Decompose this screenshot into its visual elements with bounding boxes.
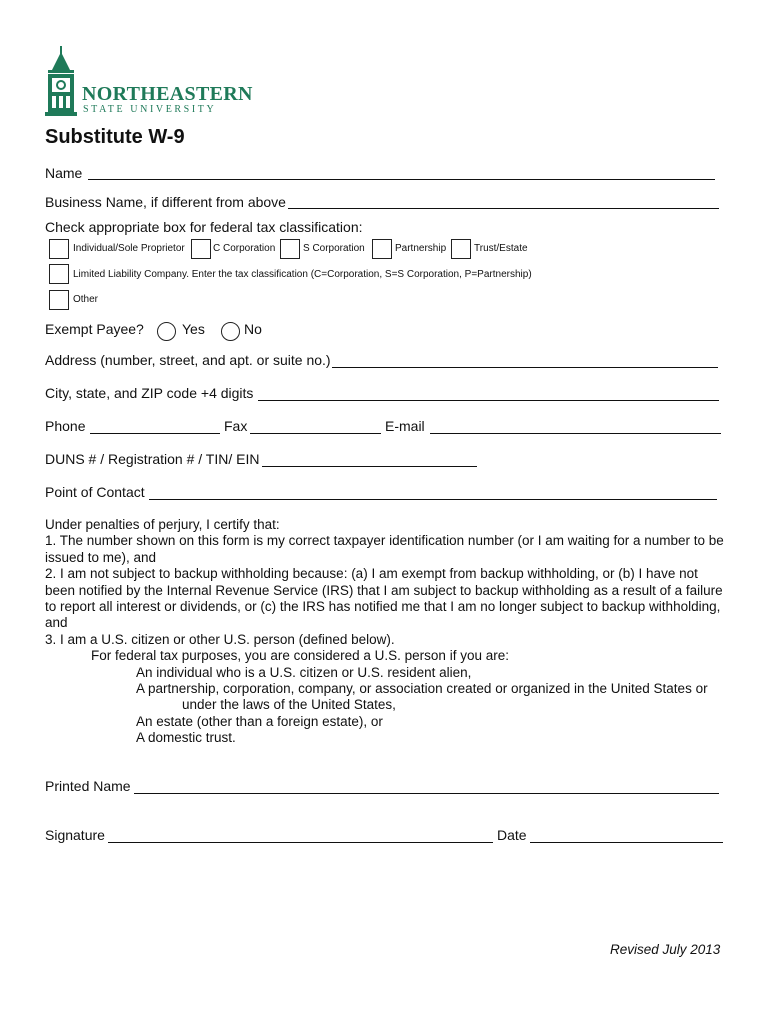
cert-person-4: A domestic trust. (136, 730, 236, 746)
address-label: Address (number, street, and apt. or suite no.) (45, 352, 331, 368)
exempt-yes-radio[interactable] (157, 322, 176, 341)
s-corp-label: S Corporation (303, 243, 365, 254)
s-corp-checkbox[interactable] (280, 239, 300, 259)
cert-intro: Under penalties of perjury, I certify that: (45, 517, 280, 532)
contact-field[interactable] (149, 499, 717, 500)
exempt-no-label: No (244, 321, 262, 337)
cert-purpose: For federal tax purposes, you are considered a U.S. person if you are: (91, 648, 509, 664)
other-checkbox[interactable] (49, 290, 69, 310)
partnership-label: Partnership (395, 243, 447, 254)
city-label: City, state, and ZIP code +4 digits (45, 385, 254, 401)
c-corp-label: C Corporation (213, 243, 276, 254)
cert-person-1: An individual who is a U.S. citizen or U.S. resident alien, (136, 664, 472, 680)
logo-subtitle: STATE UNIVERSITY (83, 104, 217, 115)
phone-field[interactable] (90, 433, 220, 434)
partnership-checkbox[interactable] (372, 239, 392, 259)
exempt-no-radio[interactable] (221, 322, 240, 341)
phone-label: Phone (45, 418, 86, 434)
name-label: Name (45, 165, 83, 181)
signature-label: Signature (45, 827, 105, 843)
form-title: Substitute W-9 (45, 126, 185, 148)
duns-label: DUNS # / Registration # / TIN/ EIN (45, 451, 260, 467)
cert-item-2: 2. I am not subject to backup withholding because: (a) I am exempt from backup withholding, or (b) I have not been notified by the Internal Revenue Service (IRS) that I am subject to backup withholding as a result of a failure to report all interest or dividends, or (c) the IRS has notified me that I am no longer subject to backup withholding, and (45, 566, 723, 631)
cert-item-3: 3. I am a U.S. citizen or other U.S. person (defined below). (45, 631, 395, 647)
signature-field[interactable] (108, 842, 493, 843)
exempt-yes-label: Yes (182, 321, 205, 337)
date-field[interactable] (530, 842, 723, 843)
individual-checkbox[interactable] (49, 239, 69, 259)
exempt-payee-label: Exempt Payee? (45, 321, 144, 337)
date-label: Date (497, 827, 527, 843)
trust-label: Trust/Estate (474, 243, 528, 254)
other-label: Other (73, 294, 99, 305)
printed-name-label: Printed Name (45, 778, 131, 794)
business-name-label: Business Name, if different from above (45, 194, 286, 210)
llc-checkbox[interactable] (49, 264, 69, 284)
revised-date: Revised July 2013 (610, 942, 721, 957)
printed-name-field[interactable] (134, 793, 719, 794)
logo-name: NORTHEASTERN (82, 83, 253, 105)
cert-item-1: 1. The number shown on this form is my correct taxpayer identification number (or I am waiting for a number to be issued to me), and (45, 533, 724, 565)
llc-label: Limited Liability Company. Enter the tax classification (C=Corporation, S=S Corporation, P=Partnership) (73, 269, 532, 280)
address-field[interactable] (332, 367, 718, 368)
email-field[interactable] (430, 433, 721, 434)
city-field[interactable] (258, 400, 719, 401)
individual-label: Individual/Sole Proprietor (73, 243, 185, 254)
trust-checkbox[interactable] (451, 239, 471, 259)
contact-label: Point of Contact (45, 484, 145, 500)
cert-person-2-cont: under the laws of the United States, (182, 697, 396, 713)
name-field[interactable] (88, 179, 715, 180)
cert-person-3: An estate (other than a foreign estate), or (136, 713, 383, 729)
email-label: E-mail (385, 418, 425, 434)
fax-field[interactable] (250, 433, 381, 434)
tax-class-prompt: Check appropriate box for federal tax classification: (45, 219, 363, 235)
duns-field[interactable] (262, 466, 477, 467)
cert-person-2: A partnership, corporation, company, or association created or organized in the United States or (136, 681, 708, 697)
certification-text (45, 517, 725, 747)
business-name-field[interactable] (288, 208, 719, 209)
c-corp-checkbox[interactable] (191, 239, 211, 259)
fax-label: Fax (224, 418, 248, 434)
